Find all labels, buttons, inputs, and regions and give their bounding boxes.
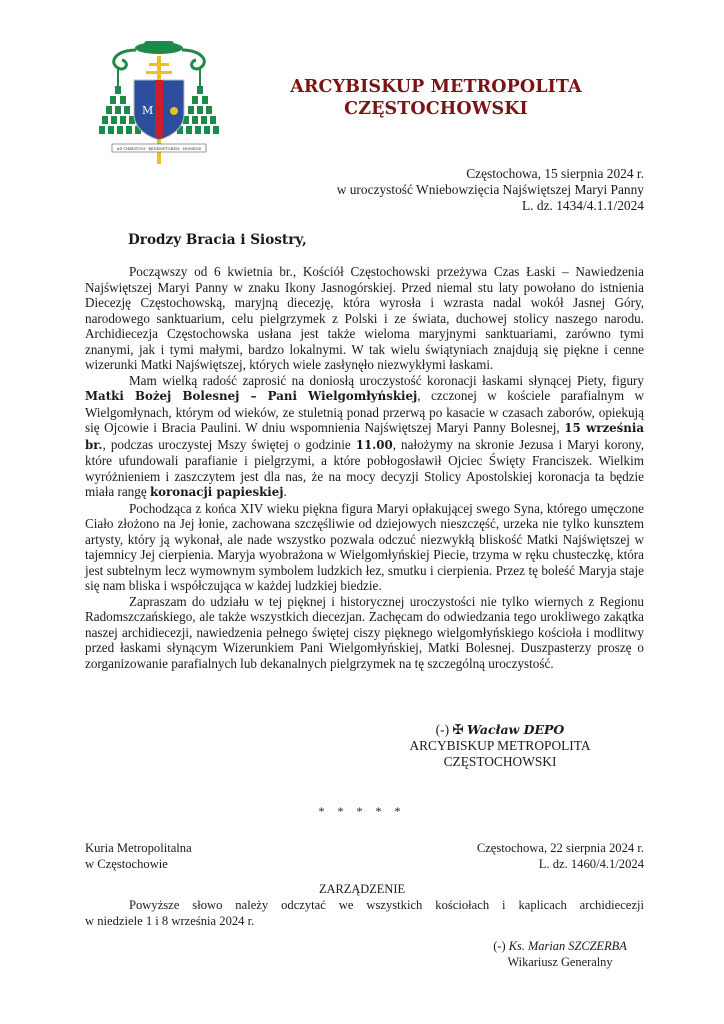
paragraph-2: [85, 373, 644, 501]
paragraph-3: Pochodząca z końca XIV wieku piękna figura Maryi opłakującej swego Syna, którego umęczone Ciało złożono na Jej łonie, zachowana szczęśliwie od dziejowych nieszczęść, urzeka nie tylko kunsztem artysty, który ją wykonał, ale nade wszystko pozwala odczuć niezwykłą bliskość Matki Najświętszej w tajemnicy Jej cierpienia. Maryja wyobrażona w Wielgomłyńskiej Piecie, trzyma w ręku chusteczkę, która jest subtelnym lecz wymownym symbolem ludzkich łez, smutku i cierpienia. Przez tę boleść Maryja staje się nam bliska i współczująca w każdej ludzkiej biedzie.: [85, 500, 644, 593]
salutation: Drodzy Bracia i Siostry,: [128, 232, 307, 248]
curia-location: w Częstochowie: [85, 857, 168, 871]
curia-name: Kuria Metropolitalna: [85, 841, 192, 855]
decree-line-1: Powyższe słowo należy odczytać we wszystkich kościołach i kaplicach archidiecezji: [129, 898, 644, 912]
decree-line-2: w niedziele 1 i 8 września 2024 r.: [85, 914, 255, 928]
letter-reference: L. dz. 1434/4.1.1/2024: [522, 198, 644, 213]
paragraph-1: Począwszy od 6 kwietnia br., Kościół Częstochowski przeżywa Czas Łaski – Nawiedzenia Najświętszej Maryi Panny w znaku Ikony Jasnogórskiej. Przed niemal stu laty powołano do istnienia Diecezję Częstochowską, maryjną diecezję, która wyrosła i wzrasta nadal wokół Jasnej Góry, narodowego sanktuarium, celu pielgrzymek z Polski i ze świata, duchowej stolicy naszego narodu. Archidiecezja Częstochowska usłana jest także wieloma maryjnymi sanktuariami, zarówno tymi znanymi, jak i tymi małymi, bardzo lokalnymi. W tak wielu świątyniach znajdują się piękne i cenne wizerunki Matki Najświętszej, których wiele zasłynęło niezwykłymi łaskami.: [85, 264, 644, 372]
signatory-title-2: CZĘSTOCHOWSKI: [443, 754, 557, 769]
svg-text:M: M: [142, 104, 154, 117]
letter-body: [85, 264, 644, 671]
title-line-2: CZĘSTOCHOWSKI: [344, 99, 528, 119]
curia-sender: [85, 840, 192, 872]
vicar-name: Ks. Marian SZCZERBA: [508, 939, 627, 953]
signature-block: [400, 722, 600, 770]
text-run: , czczonej w kościele parafialnym w Wielgomłynach, którym od wieków, ze stuletnią ponad przerwą po kasacie w czasach zaborów, opiekują się Ojcowie i Bracia Paulini. W dniu wspomnienia Najświętszej Maryi Panny Bolesnej,: [85, 388, 644, 435]
text-run: .: [283, 484, 287, 499]
signatory-name: Wacław DEPO: [466, 722, 565, 737]
decree-title: ZARZĄDZENIE: [318, 882, 406, 896]
text-run: , podczas uroczystej Mszy świętej o godzinie: [102, 436, 356, 452]
bold-text-figure-name: Matki Bożej Bolesnej – Pani Wielgomłyńskiej: [85, 389, 418, 403]
coat-of-arms-icon: [96, 36, 222, 166]
page-title: [286, 76, 586, 120]
curia-meta: [477, 840, 644, 872]
letter-occasion: w uroczystość Wniebowzięcia Najświętszej Maryi Panny: [336, 182, 644, 197]
signature-prefix: (-) ✠: [435, 722, 467, 737]
bold-text-date: 15 września br.: [85, 421, 645, 452]
section-separator: * * * * *: [318, 804, 406, 818]
signature-name-line: [400, 722, 600, 738]
decree-text: [85, 897, 644, 929]
curia-date: Częstochowa, 22 sierpnia 2024 r.: [476, 841, 644, 855]
vicar-prefix: (-): [493, 939, 509, 953]
title-line-1: ARCYBISKUP METROPOLITA: [290, 77, 582, 97]
vicar-name-line: [480, 938, 640, 954]
paragraph-4: Zapraszam do udziału w tej pięknej i historycznej uroczystości nie tylko wiernych z Regionu Radomszczańskiego, ale także wszystkich diecezjan. Zachęcam do odwiedzania tego urokliwego zakątka naszej archidiecezji, nawiedzenia pełnego świętej ciszy pięknego wielgomłyńskiego kościoła i modlitwy przed łaskami słynącym Wizerunkiem Pani Wielgomłyńskiej, Matki Bolesnej. Duszpasterzy proszę o zorganizowanie parafialnych lub dekanalnych pielgrzymek na tę szczególną uroczystość.: [85, 593, 644, 671]
text-run: Mam wielką radość zaprosić na doniosłą uroczystość koronacji łaskami słynącej Piety, figury: [129, 372, 644, 388]
letter-meta: [337, 166, 644, 214]
text-run: , nałożymy na skronie Jezusa i Maryi korony, które ufundowali parafianie i pielgrzymi, a które pobłogosławił Ojciec Święty Franciszek. Wielkim wyróżnieniem i zaszczytem jest dla nas, że na mocy decyzji Stolicy Apostolskiej koronacja ta będzie miała rangę: [85, 436, 645, 499]
signatory-title-1: ARCYBISKUP METROPOLITA: [409, 738, 591, 753]
bold-text-papal-coronation: koronacji papieskiej: [149, 485, 284, 499]
vicar-signature: [480, 938, 640, 970]
bold-text-time: 11.00: [355, 437, 393, 452]
curia-reference: L. dz. 1460/4.1/2024: [538, 857, 644, 871]
svg-text:AD CHRISTUM · REDEMPTOREM · HO: AD CHRISTUM · REDEMPTOREM · HOMINIS: [116, 147, 202, 151]
vicar-title: Wikariusz Generalny: [507, 955, 613, 969]
letter-date: Częstochowa, 15 sierpnia 2024 r.: [466, 166, 644, 181]
